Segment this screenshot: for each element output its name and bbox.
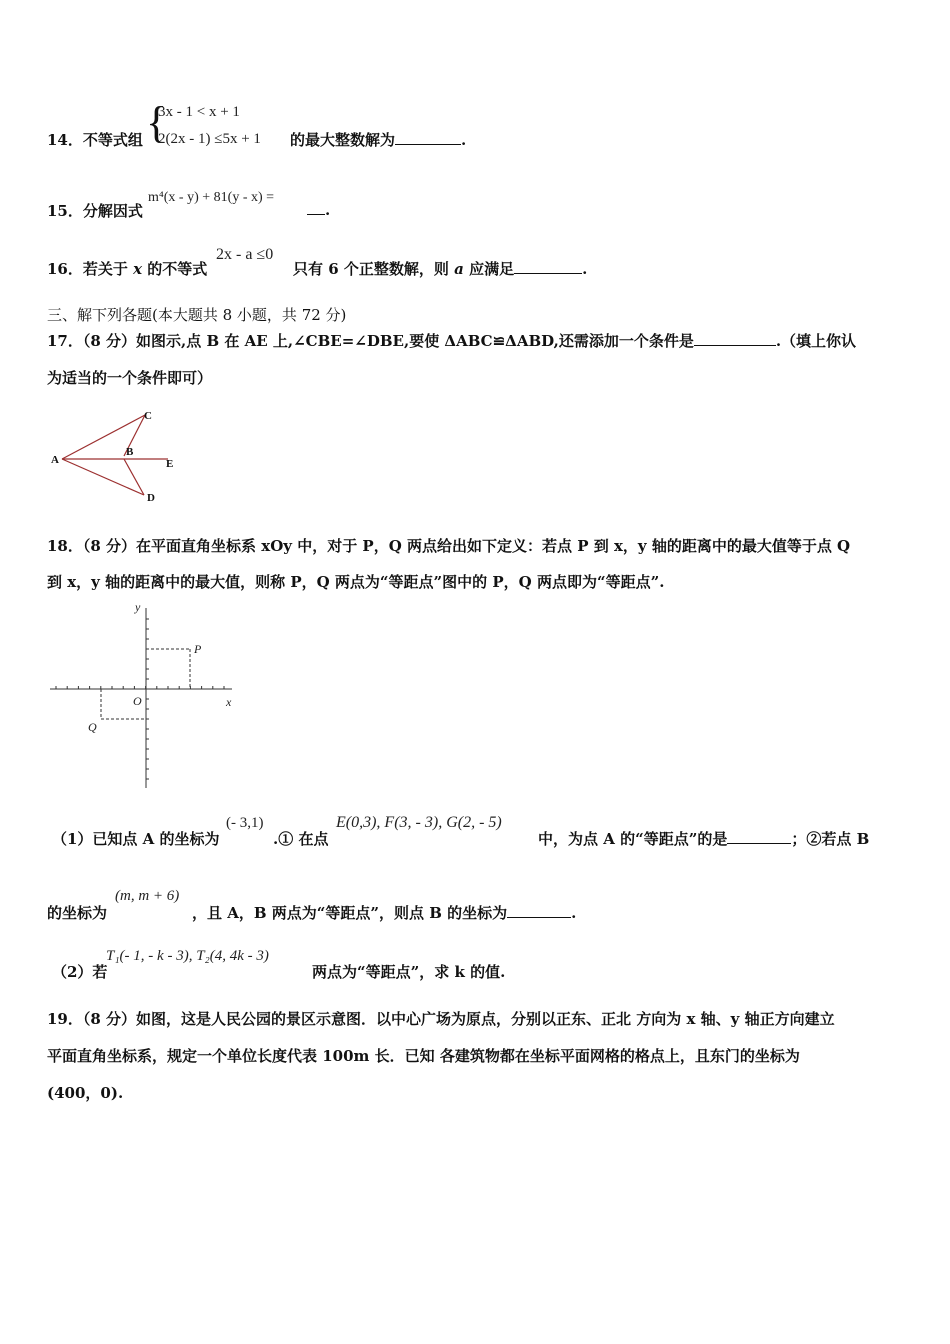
q14-end: . [461,131,467,149]
q15-tail [307,200,330,219]
origin-label: O [133,694,142,708]
q16-label-b: 的不等式 [147,260,208,278]
q18-p1-blank-2[interactable] [507,903,571,918]
q18-p1-blank-1[interactable] [727,829,791,844]
q18-p1-c-wrap [538,828,869,849]
q15-answer-blank[interactable] [307,200,325,215]
q19-line-1: 19．（8 分）如图，这是人民公园的景区示意图．以中心广场为原点，分别以正东、正北 方向为 x 轴、y 轴正方向建立 [47,1010,835,1028]
q18-p1-a: （1）已知点 A 的坐标为 [52,830,220,848]
q18-p1-c: 中，为点 A 的“等距点”的是 [538,830,728,848]
q14-inequality-1: 3x - 1 < x + 1 [158,104,240,120]
q14-answer-blank[interactable] [395,130,461,145]
q17-line-2: 为适当的一个条件即可） [47,369,213,387]
label-c: C [144,410,152,422]
q14-label: 14．不等式组 [47,131,143,149]
point-p-label: P [194,642,202,656]
label-a: A [51,454,59,466]
q16-label [47,258,207,279]
q16-text-a: 只有 6 个正整数解，则 [293,260,449,278]
q15-label: 15．分解因式 [47,202,143,220]
q14-tail [290,129,466,150]
q16-end: . [582,260,588,278]
q15-expression: m⁴(x - y) + 81(y - x) = [148,190,275,205]
q18-p1-end: . [571,904,577,922]
q18-line-2: 到 x，y 轴的距离中的最大值，则称 P，Q 两点为“等距点”图中的 P，Q 两点即为“等距点”. [47,573,665,591]
q18-p2-b: 两点为“等距点”，求 k 的值. [312,963,506,981]
q17-answer-blank[interactable] [694,331,776,346]
q16-answer-blank[interactable] [514,259,582,274]
q19-line-3: (400，0). [47,1084,124,1102]
q18-p2-points: T₁(- 1, - k - 3), T₂(4, 4k - 3) [106,948,269,964]
label-e: E [166,458,174,470]
label-b: B [126,446,134,458]
q16-label-a: 16．若关于 [47,260,128,278]
q17-line-1 [47,330,856,351]
q18-p1-coord2: (m, m + 6) [115,888,180,904]
section-three-title: 三、解下列各题(本大题共 8 小题，共 72 分) [47,306,347,324]
q18-p1-coord: (- 3,1) [226,815,264,831]
q18-p1-d: ；②若点 B [791,830,870,848]
q14-inequality-2: 2(2x - 1) ≤5x + 1 [158,131,261,147]
q18-coordinate-figure [44,598,244,794]
q16-var-a: a [454,260,464,278]
q15-end: . [325,201,331,219]
q17-triangle-figure [48,404,198,504]
q18-p1-points: E(0,3), F(3, - 3), G(2, - 5) [336,814,502,831]
q18-p1-f: ，且 A，B 两点为“等距点”，则点 B 的坐标为 [192,904,508,922]
axis-label-x: x [226,695,232,709]
brace-icon: { [146,98,168,147]
q18-p2-a: （2）若 [52,963,108,981]
line-ad [62,459,144,495]
q16-text-b: 应满足 [469,260,515,278]
q17-line-1-end: .（填上你认 [775,332,857,350]
line-bd [124,459,144,495]
q19-line-2: 平面直角坐标系，规定一个单位长度代表 100m 长．已知 各建筑物都在坐标平面网格的格点上，且东门的坐标为 [47,1047,800,1065]
q16-var-x: x [133,260,143,278]
q14-tail-text: 的最大整数解为 [290,131,396,149]
q17-line-1-text: 17．（8 分）如图示,点 B 在 AE 上,∠CBE=∠DBE,要使 ΔABC≌ΔABD,还需添加一个条件是 [47,332,694,350]
point-q-label: Q [88,720,97,734]
q18-p1-f-wrap [192,902,576,923]
q16-inequality: 2x - a ≤0 [216,246,274,263]
q18-p1-e: 的坐标为 [47,904,108,922]
q18-line-1: 18．（8 分）在平面直角坐标系 xOy 中，对于 P，Q 两点给出如下定义：若点 P 到 x，y 轴的距离中的最大值等于点 Q [47,537,851,555]
label-d: D [147,492,155,504]
axis-label-y: y [135,600,141,614]
q18-p1-b: .① 在点 [273,830,329,848]
q16-tail [293,258,587,279]
